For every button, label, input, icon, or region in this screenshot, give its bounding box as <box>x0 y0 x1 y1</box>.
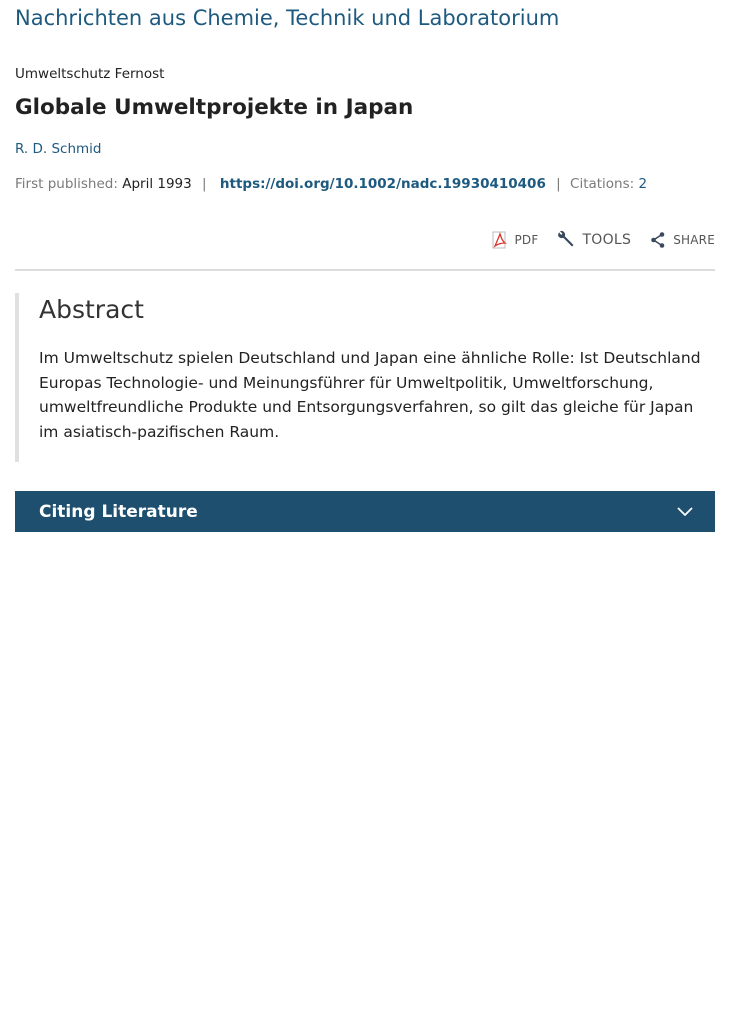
citing-literature-toggle[interactable] <box>15 491 715 532</box>
citing-literature-label: Citing Literature <box>39 501 198 522</box>
wrench-icon <box>556 230 576 250</box>
abstract-text: Im Umweltschutz spielen Deutschland und Japan eine ähnliche Rolle: Ist Deutschland Europas Technologie- und Meinungsführer für Umweltpolitik, Umweltforschung, umweltfreundliche Produkte und Entsorgungsverfahren, so gilt das gleiche für Japan im asiatisch-pazifischen Raum. <box>39 349 701 441</box>
pdf-icon <box>492 231 508 249</box>
author-link[interactable]: R. D. Schmid <box>15 141 102 157</box>
pdf-label: PDF <box>514 233 539 247</box>
share-icon <box>649 231 667 249</box>
tools-button[interactable] <box>556 230 631 250</box>
chevron-down-icon <box>677 507 693 517</box>
toolbar-divider <box>15 269 715 271</box>
journal-title-link[interactable]: Nachrichten aus Chemie, Technik und Laboratorium <box>15 6 560 30</box>
article-title: Globale Umweltprojekte in Japan <box>15 95 414 120</box>
abstract-section <box>15 293 715 462</box>
meta-separator: | <box>556 176 561 192</box>
tools-label: TOOLS <box>582 232 632 248</box>
citations-count-link[interactable]: 2 <box>638 176 648 192</box>
meta-separator: | <box>202 176 207 192</box>
share-button[interactable] <box>649 231 715 249</box>
first-published-date: April 1993 <box>122 176 192 192</box>
article-toolbar <box>492 230 715 250</box>
citations-label: Citations: <box>570 176 635 192</box>
share-label: SHARE <box>673 233 715 247</box>
doi-link[interactable]: https://doi.org/10.1002/nadc.19930410406 <box>219 176 546 192</box>
article-section-label: Umweltschutz Fernost <box>15 66 165 82</box>
abstract-heading: Abstract <box>39 295 144 324</box>
first-published-label: First published: <box>15 176 118 192</box>
publication-meta <box>15 176 647 192</box>
pdf-button[interactable] <box>492 231 538 249</box>
